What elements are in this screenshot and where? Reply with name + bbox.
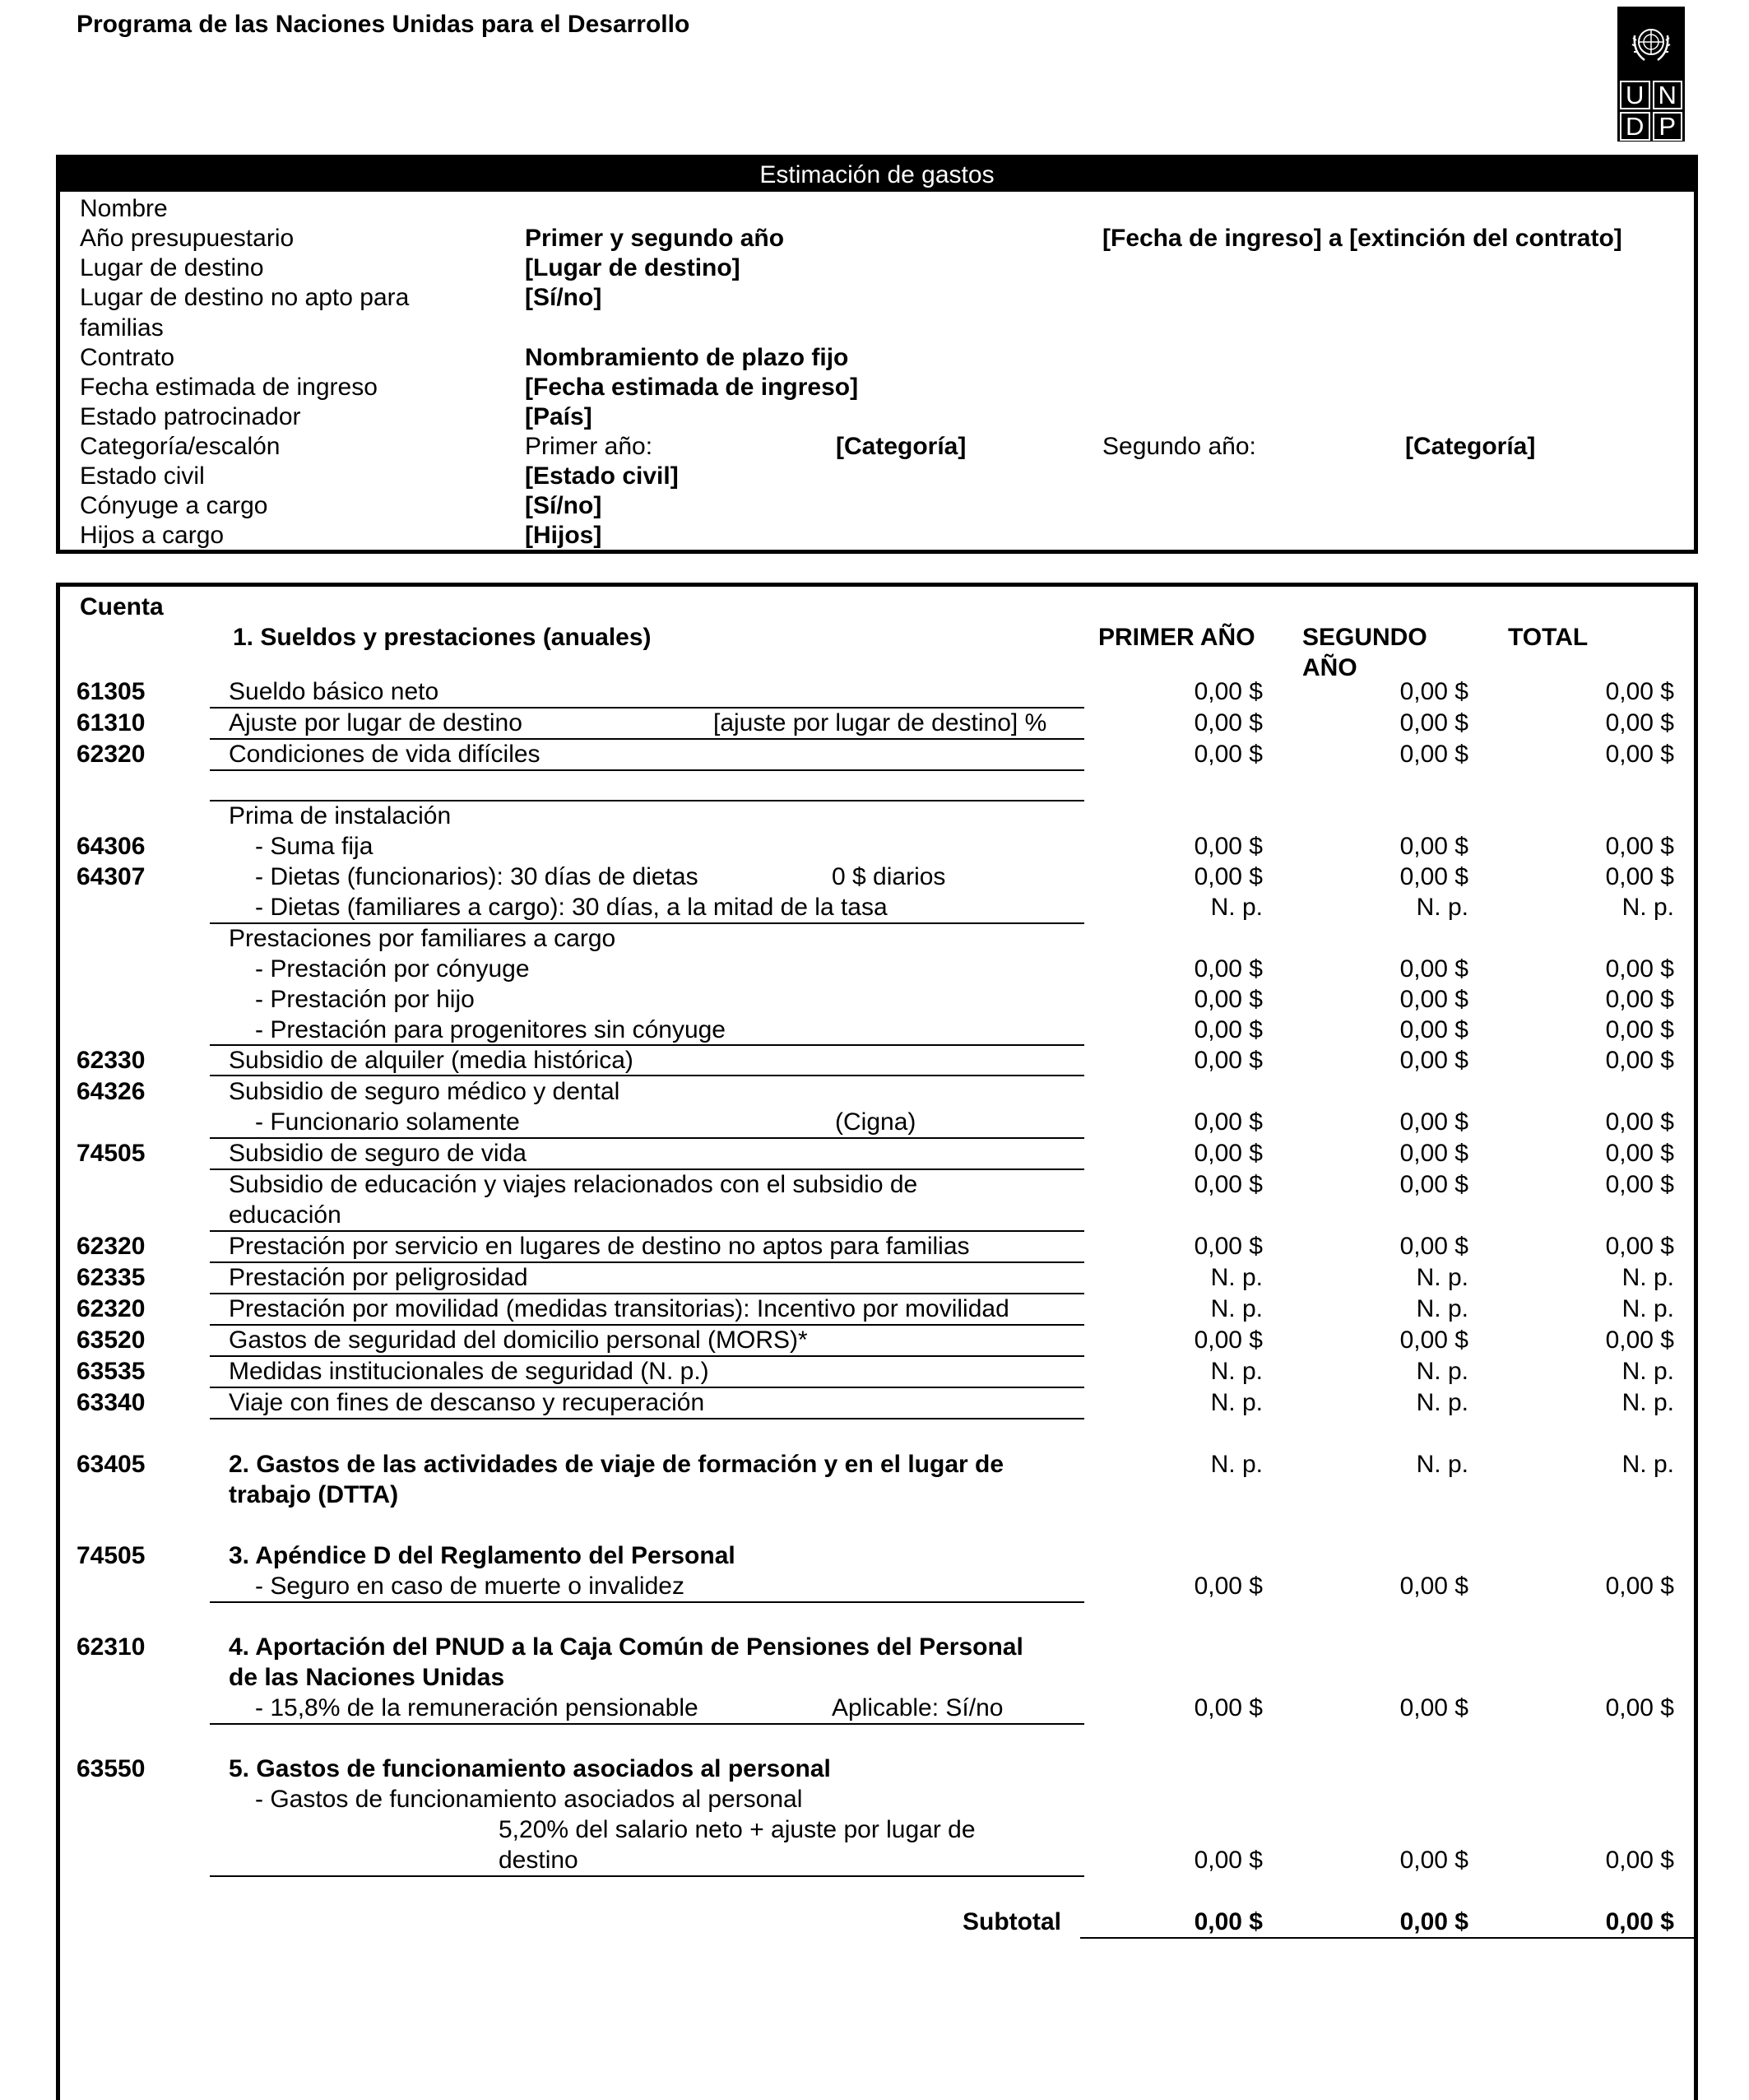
value-second-year: 0,00 $ xyxy=(1399,678,1468,705)
undp-logo xyxy=(1617,7,1685,142)
row-description: - Dietas (funcionarios): 30 días de dietas xyxy=(255,863,698,890)
account-code: 62335 xyxy=(77,1264,146,1291)
row-note: 0 $ diarios xyxy=(832,863,946,890)
field-label-name: Nombre xyxy=(80,195,168,222)
logo-letter: D xyxy=(1620,112,1650,141)
field-value-non-family: [Sí/no] xyxy=(525,284,602,311)
row-description: Prestación por servicio en lugares de destino no aptos para familias xyxy=(229,1233,970,1260)
section-2-title-line2: trabajo (DTTA) xyxy=(229,1481,399,1508)
account-code: 63535 xyxy=(77,1358,146,1385)
value-second-year: N. p. xyxy=(1416,1295,1468,1322)
value-total: N. p. xyxy=(1621,1451,1674,1478)
value-first-year: 0,00 $ xyxy=(1194,1694,1263,1721)
subtotal-second-year: 0,00 $ xyxy=(1399,1908,1468,1935)
value-total: N. p. xyxy=(1621,1389,1674,1416)
value-second-year: 0,00 $ xyxy=(1399,1016,1468,1043)
value-second-year: N. p. xyxy=(1416,1358,1468,1385)
subtotal-first-year: 0,00 $ xyxy=(1194,1908,1263,1935)
row-description: Subsidio de seguro de vida xyxy=(229,1140,527,1167)
field-value-spouse: [Sí/no] xyxy=(525,492,602,519)
row-description: - Dietas (familiares a cargo): 30 días, a la mitad de la tasa xyxy=(255,894,888,921)
expense-estimate-box xyxy=(56,155,1698,554)
row-description: - Funcionario solamente xyxy=(255,1108,520,1136)
value-second-year: 0,00 $ xyxy=(1399,986,1468,1013)
section-4-title: 4. Aportación del PNUD a la Caja Común de Pensiones del Personal xyxy=(229,1633,1023,1661)
value-first-year: 0,00 $ xyxy=(1194,678,1263,705)
value-second-year: N. p. xyxy=(1416,1389,1468,1416)
field-label-sponsor-state: Estado patrocinador xyxy=(80,403,301,430)
value-second-year: 0,00 $ xyxy=(1399,955,1468,983)
row-description: 5,20% del salario neto + ajuste por lugar de xyxy=(499,1816,976,1843)
account-code: 62320 xyxy=(77,1295,146,1322)
account-code: 62330 xyxy=(77,1047,146,1074)
subtotal-divider xyxy=(1080,1937,1698,1939)
field-value-civil-status: [Estado civil] xyxy=(525,462,679,490)
row-divider xyxy=(210,1418,1084,1419)
value-second-year: 0,00 $ xyxy=(1399,1108,1468,1136)
value-total: 0,00 $ xyxy=(1605,678,1674,705)
field-label-civil-status: Estado civil xyxy=(80,462,205,490)
row-description-line2: educación xyxy=(229,1201,341,1229)
row-description: Prestación por peligrosidad xyxy=(229,1264,528,1291)
value-total: 0,00 $ xyxy=(1605,741,1674,768)
column-header-second-year: SEGUNDO AÑO xyxy=(1302,624,1427,681)
account-code: 61310 xyxy=(77,709,146,736)
row-description-line2: destino xyxy=(499,1847,578,1874)
section-5-title: 5. Gastos de funcionamiento asociados al personal xyxy=(229,1755,831,1782)
field-value-budget-year: Primer y segundo año xyxy=(525,225,785,252)
row-description: Subsidio de alquiler (media histórica) xyxy=(229,1047,633,1074)
value-total: 0,00 $ xyxy=(1605,986,1674,1013)
logo-letter: N xyxy=(1653,81,1683,109)
value-second-year: N. p. xyxy=(1416,1451,1468,1478)
field-label-entry-date: Fecha estimada de ingreso xyxy=(80,374,378,401)
account-code: 74505 xyxy=(77,1542,146,1569)
value-total: 0,00 $ xyxy=(1605,1573,1674,1600)
value-second-year: 0,00 $ xyxy=(1399,1573,1468,1600)
value-first-year: N. p. xyxy=(1210,894,1263,921)
row-description: Medidas institucionales de seguridad (N. p.) xyxy=(229,1358,709,1385)
value-first-year: 0,00 $ xyxy=(1194,741,1263,768)
row-description: Gastos de seguridad del domicilio personal (MORS)* xyxy=(229,1326,808,1354)
row-description: - Prestación por cónyuge xyxy=(255,955,530,983)
value-second-year: 0,00 $ xyxy=(1399,1847,1468,1874)
account-code: 62320 xyxy=(77,741,146,768)
value-first-year: N. p. xyxy=(1210,1264,1263,1291)
logo-letter: P xyxy=(1653,112,1683,141)
value-first-year: 0,00 $ xyxy=(1194,709,1263,736)
value-total: 0,00 $ xyxy=(1605,1847,1674,1874)
field-value-children: [Hijos] xyxy=(525,522,602,549)
value-first-year: 0,00 $ xyxy=(1194,1016,1263,1043)
account-code: 64326 xyxy=(77,1078,146,1105)
field-label-non-family: Lugar de destino no apto para familias xyxy=(80,284,410,341)
value-second-year: 0,00 $ xyxy=(1399,1171,1468,1198)
account-code: 64306 xyxy=(77,833,146,860)
value-first-year: 0,00 $ xyxy=(1194,833,1263,860)
value-first-year: 0,00 $ xyxy=(1194,1326,1263,1354)
cuenta-header: Cuenta xyxy=(80,593,164,620)
value-first-year: 0,00 $ xyxy=(1194,1047,1263,1074)
row-divider xyxy=(210,1875,1084,1877)
row-description: Subsidio de educación y viajes relacionados con el subsidio de xyxy=(229,1171,918,1198)
account-code: 63405 xyxy=(77,1451,146,1478)
value-first-year: N. p. xyxy=(1210,1358,1263,1385)
value-total: 0,00 $ xyxy=(1605,1016,1674,1043)
row-description: Condiciones de vida difíciles xyxy=(229,741,540,768)
value-total: N. p. xyxy=(1621,894,1674,921)
row-description: - Suma fija xyxy=(255,833,373,860)
column-header-first-year: PRIMER AÑO xyxy=(1098,624,1255,651)
row-description: - Gastos de funcionamiento asociados al personal xyxy=(255,1786,803,1813)
field-label-children: Hijos a cargo xyxy=(80,522,225,549)
value-second-year: 0,00 $ xyxy=(1399,1047,1468,1074)
value-second-year: N. p. xyxy=(1416,894,1468,921)
value-total: 0,00 $ xyxy=(1605,1694,1674,1721)
un-emblem-icon xyxy=(1624,12,1678,76)
row-divider xyxy=(210,1723,1084,1725)
value-total: 0,00 $ xyxy=(1605,709,1674,736)
value-first-year: 0,00 $ xyxy=(1194,986,1263,1013)
account-code: 61305 xyxy=(77,678,146,705)
section-2-title: 2. Gastos de las actividades de viaje de formación y en el lugar de xyxy=(229,1451,1004,1478)
account-code: 63520 xyxy=(77,1326,146,1354)
value-total: 0,00 $ xyxy=(1605,1108,1674,1136)
value-total: 0,00 $ xyxy=(1605,955,1674,983)
column-header-total: TOTAL xyxy=(1508,624,1589,651)
value-total: 0,00 $ xyxy=(1605,833,1674,860)
value-total: 0,00 $ xyxy=(1605,863,1674,890)
row-note: Aplicable: Sí/no xyxy=(832,1694,1004,1721)
value-first-year: 0,00 $ xyxy=(1194,1108,1263,1136)
field-value-entry-date: [Fecha estimada de ingreso] xyxy=(525,374,859,401)
row-description: Prestación por movilidad (medidas transitorias): Incentivo por movilidad xyxy=(229,1295,1009,1322)
value-first-year: 0,00 $ xyxy=(1194,1573,1263,1600)
field-label-contract: Contrato xyxy=(80,344,175,371)
value-total: N. p. xyxy=(1621,1264,1674,1291)
subtotal-total: 0,00 $ xyxy=(1605,1908,1674,1935)
value-total: 0,00 $ xyxy=(1605,1171,1674,1198)
account-code: 74505 xyxy=(77,1140,146,1167)
row-description: - 15,8% de la remuneración pensionable xyxy=(255,1694,698,1721)
row-note: (Cigna) xyxy=(835,1108,916,1136)
value-first-year: 0,00 $ xyxy=(1194,1171,1263,1198)
account-code: 62310 xyxy=(77,1633,146,1661)
value-total: 0,00 $ xyxy=(1605,1140,1674,1167)
section-4-title-line2: de las Naciones Unidas xyxy=(229,1664,505,1691)
row-description: Sueldo básico neto xyxy=(229,678,439,705)
field-label-spouse: Cónyuge a cargo xyxy=(80,492,268,519)
value-first-year: 0,00 $ xyxy=(1194,1140,1263,1167)
account-code: 64307 xyxy=(77,863,146,890)
value-total: N. p. xyxy=(1621,1295,1674,1322)
value-first-year: 0,00 $ xyxy=(1194,863,1263,890)
value-second-year: 0,00 $ xyxy=(1399,863,1468,890)
value-total: 0,00 $ xyxy=(1605,1326,1674,1354)
value-total: 0,00 $ xyxy=(1605,1233,1674,1260)
row-description: Subsidio de seguro médico y dental xyxy=(229,1078,620,1105)
row-description: - Prestación por hijo xyxy=(255,986,475,1013)
field-value-second-year-grade: [Categoría] xyxy=(1405,433,1536,460)
value-total: 0,00 $ xyxy=(1605,1047,1674,1074)
row-description: Ajuste por lugar de destino xyxy=(229,709,522,736)
organization-name: Programa de las Naciones Unidas para el Desarrollo xyxy=(77,11,690,38)
row-divider xyxy=(210,1601,1084,1603)
value-first-year: N. p. xyxy=(1210,1389,1263,1416)
field-label-budget-year: Año presupuestario xyxy=(80,225,295,252)
field-label-duty-station: Lugar de destino xyxy=(80,254,264,281)
field-value-first-year-grade: [Categoría] xyxy=(836,433,967,460)
value-total: N. p. xyxy=(1621,1358,1674,1385)
field-sublabel-first-year: Primer año: xyxy=(525,433,653,460)
value-second-year: N. p. xyxy=(1416,1264,1468,1291)
estimate-title: Estimación de gastos xyxy=(60,159,1694,192)
row-description: Viaje con fines de descanso y recuperación xyxy=(229,1389,705,1416)
account-code: 62320 xyxy=(77,1233,146,1260)
value-second-year: 0,00 $ xyxy=(1399,709,1468,736)
field-value-sponsor-state: [País] xyxy=(525,403,592,430)
field-value-duty-station: [Lugar de destino] xyxy=(525,254,740,281)
value-first-year: N. p. xyxy=(1210,1295,1263,1322)
value-second-year: 0,00 $ xyxy=(1399,1233,1468,1260)
row-group-heading: Prestaciones por familiares a cargo xyxy=(229,925,616,952)
value-second-year: 0,00 $ xyxy=(1399,741,1468,768)
row-description: - Seguro en caso de muerte o invalidez xyxy=(255,1573,684,1600)
value-second-year: 0,00 $ xyxy=(1399,1694,1468,1721)
value-second-year: 0,00 $ xyxy=(1399,1326,1468,1354)
value-first-year: 0,00 $ xyxy=(1194,1233,1263,1260)
section-1-title: 1. Sueldos y prestaciones (anuales) xyxy=(233,624,652,651)
row-group-heading: Prima de instalación xyxy=(229,802,452,829)
section-3-title: 3. Apéndice D del Reglamento del Personal xyxy=(229,1542,735,1569)
field-label-grade-step: Categoría/escalón xyxy=(80,433,281,460)
account-code: 63550 xyxy=(77,1755,146,1782)
account-code: 63340 xyxy=(77,1389,146,1416)
value-first-year: 0,00 $ xyxy=(1194,1847,1263,1874)
value-first-year: N. p. xyxy=(1210,1451,1263,1478)
value-second-year: 0,00 $ xyxy=(1399,1140,1468,1167)
value-second-year: 0,00 $ xyxy=(1399,833,1468,860)
value-first-year: 0,00 $ xyxy=(1194,955,1263,983)
logo-letter: U xyxy=(1620,81,1650,109)
field-sublabel-second-year: Segundo año: xyxy=(1102,433,1256,460)
field-value-contract: Nombramiento de plazo fijo xyxy=(525,344,849,371)
subtotal-label: Subtotal xyxy=(963,1908,1061,1935)
row-divider xyxy=(210,769,1084,771)
field-extra-budget-year: [Fecha de ingreso] a [extinción del contrato] xyxy=(1102,225,1622,252)
row-note: [ajuste por lugar de destino] % xyxy=(713,709,1047,736)
row-description: - Prestación para progenitores sin cónyuge xyxy=(255,1016,726,1043)
